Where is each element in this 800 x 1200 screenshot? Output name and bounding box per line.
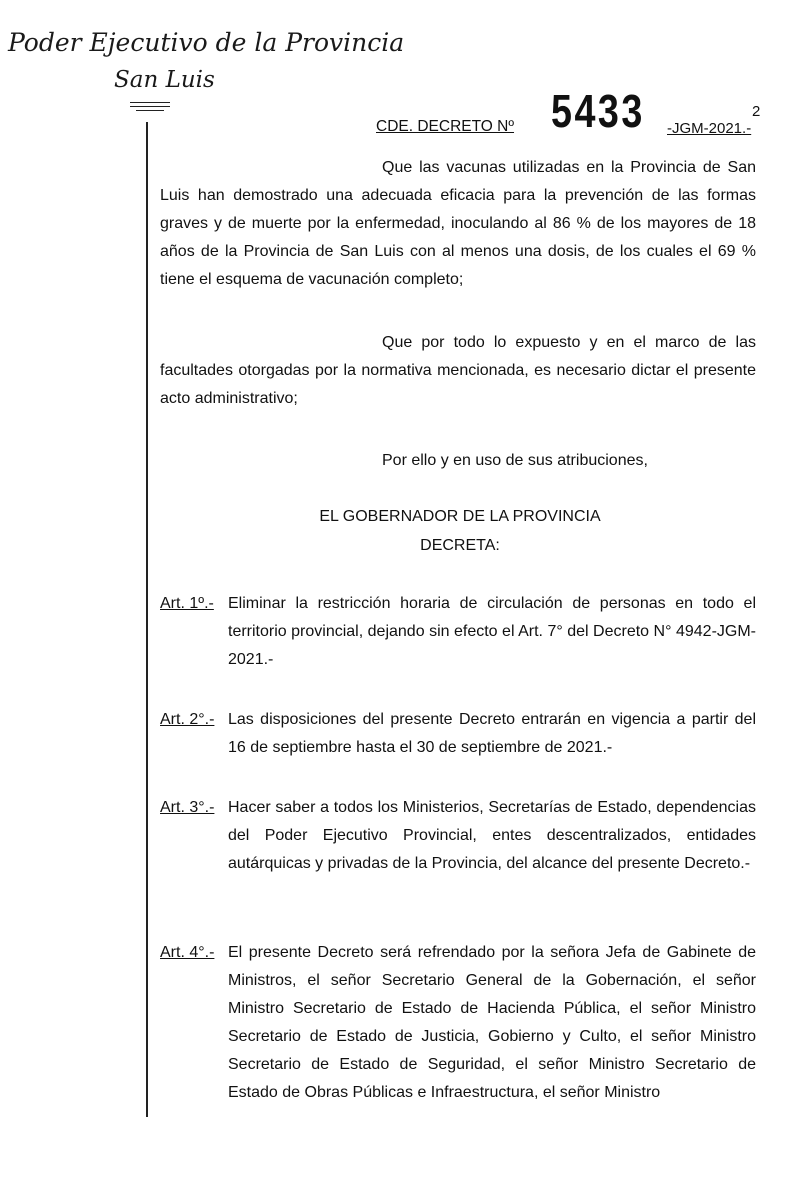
margin-line <box>146 122 148 1117</box>
paragraph-expuesto: Que por todo lo expuesto y en el marco de las facultades otorgadas por la normativa mencionada, es necesario dictar el presente acto administrativo; <box>160 334 756 407</box>
letterhead-rule-middle <box>130 106 170 107</box>
letterhead-subtitle: San Luis <box>114 67 215 93</box>
decree-number-stamp: 5433 <box>551 85 645 137</box>
page-number: 2 <box>752 103 761 120</box>
article-text: Eliminar la restricción horaria de circulación de personas en todo el territorio provincial, dejando sin efecto el Art. 7° del Decreto N° 4942-JGM-2021.- <box>228 595 756 668</box>
article-label: Art. 4°.- <box>160 944 215 961</box>
paragraph-atribuciones: Por ello y en uso de sus atribuciones, <box>382 452 648 469</box>
article-text: El presente Decreto será refrendado por la señora Jefa de Gabinete de Ministros, el señor Secretario General de la Gobernación, el señor Ministro Secretario de Estado de Hacienda Pública, el señor Ministro Secretario de Estado de Justicia, Gobierno y Culto, el señor Ministro Secretario de Estado de Seguridad, el señor Ministro Secretario de Estado de Obras Públicas e Infraestructura, el señor Ministro <box>228 944 756 1101</box>
paragraph-vaccines: Que las vacunas utilizadas en la Provincia de San Luis han demostrado una adecuada eficacia para la prevención de las formas graves y de muerte por la enfermedad, inoculando al 86 % de los mayores de 18 años de la Provincia de San Luis con al menos una dosis, de los cuales el 69 % tiene el esquema de vacunación completo; <box>160 159 756 288</box>
letterhead-rule-bottom <box>136 110 164 111</box>
letterhead-title: Poder Ejecutivo de la Provincia <box>8 28 405 57</box>
heading-governor: EL GOBERNADOR DE LA PROVINCIA <box>319 508 601 525</box>
article-label: Art. 2°.- <box>160 711 215 728</box>
letterhead-rule-top <box>130 102 170 103</box>
heading-decreta: DECRETA: <box>420 537 500 554</box>
article-text: Hacer saber a todos los Ministerios, Secretarías de Estado, dependencias del Poder Ejecutivo Provincial, entes descentralizados, entidades autárquicas y privadas de la Provincia, del alcance del presente Decreto.- <box>228 799 756 872</box>
decree-suffix: -JGM-2021.- <box>667 120 752 137</box>
article-label: Art. 1º.- <box>160 595 214 612</box>
article-text: Las disposiciones del presente Decreto entrarán en vigencia a partir del 16 de septiembre hasta el 30 de septiembre de 2021.- <box>228 711 756 756</box>
article-label: Art. 3°.- <box>160 799 215 816</box>
decree-prefix: CDE. DECRETO Nº <box>376 118 515 135</box>
